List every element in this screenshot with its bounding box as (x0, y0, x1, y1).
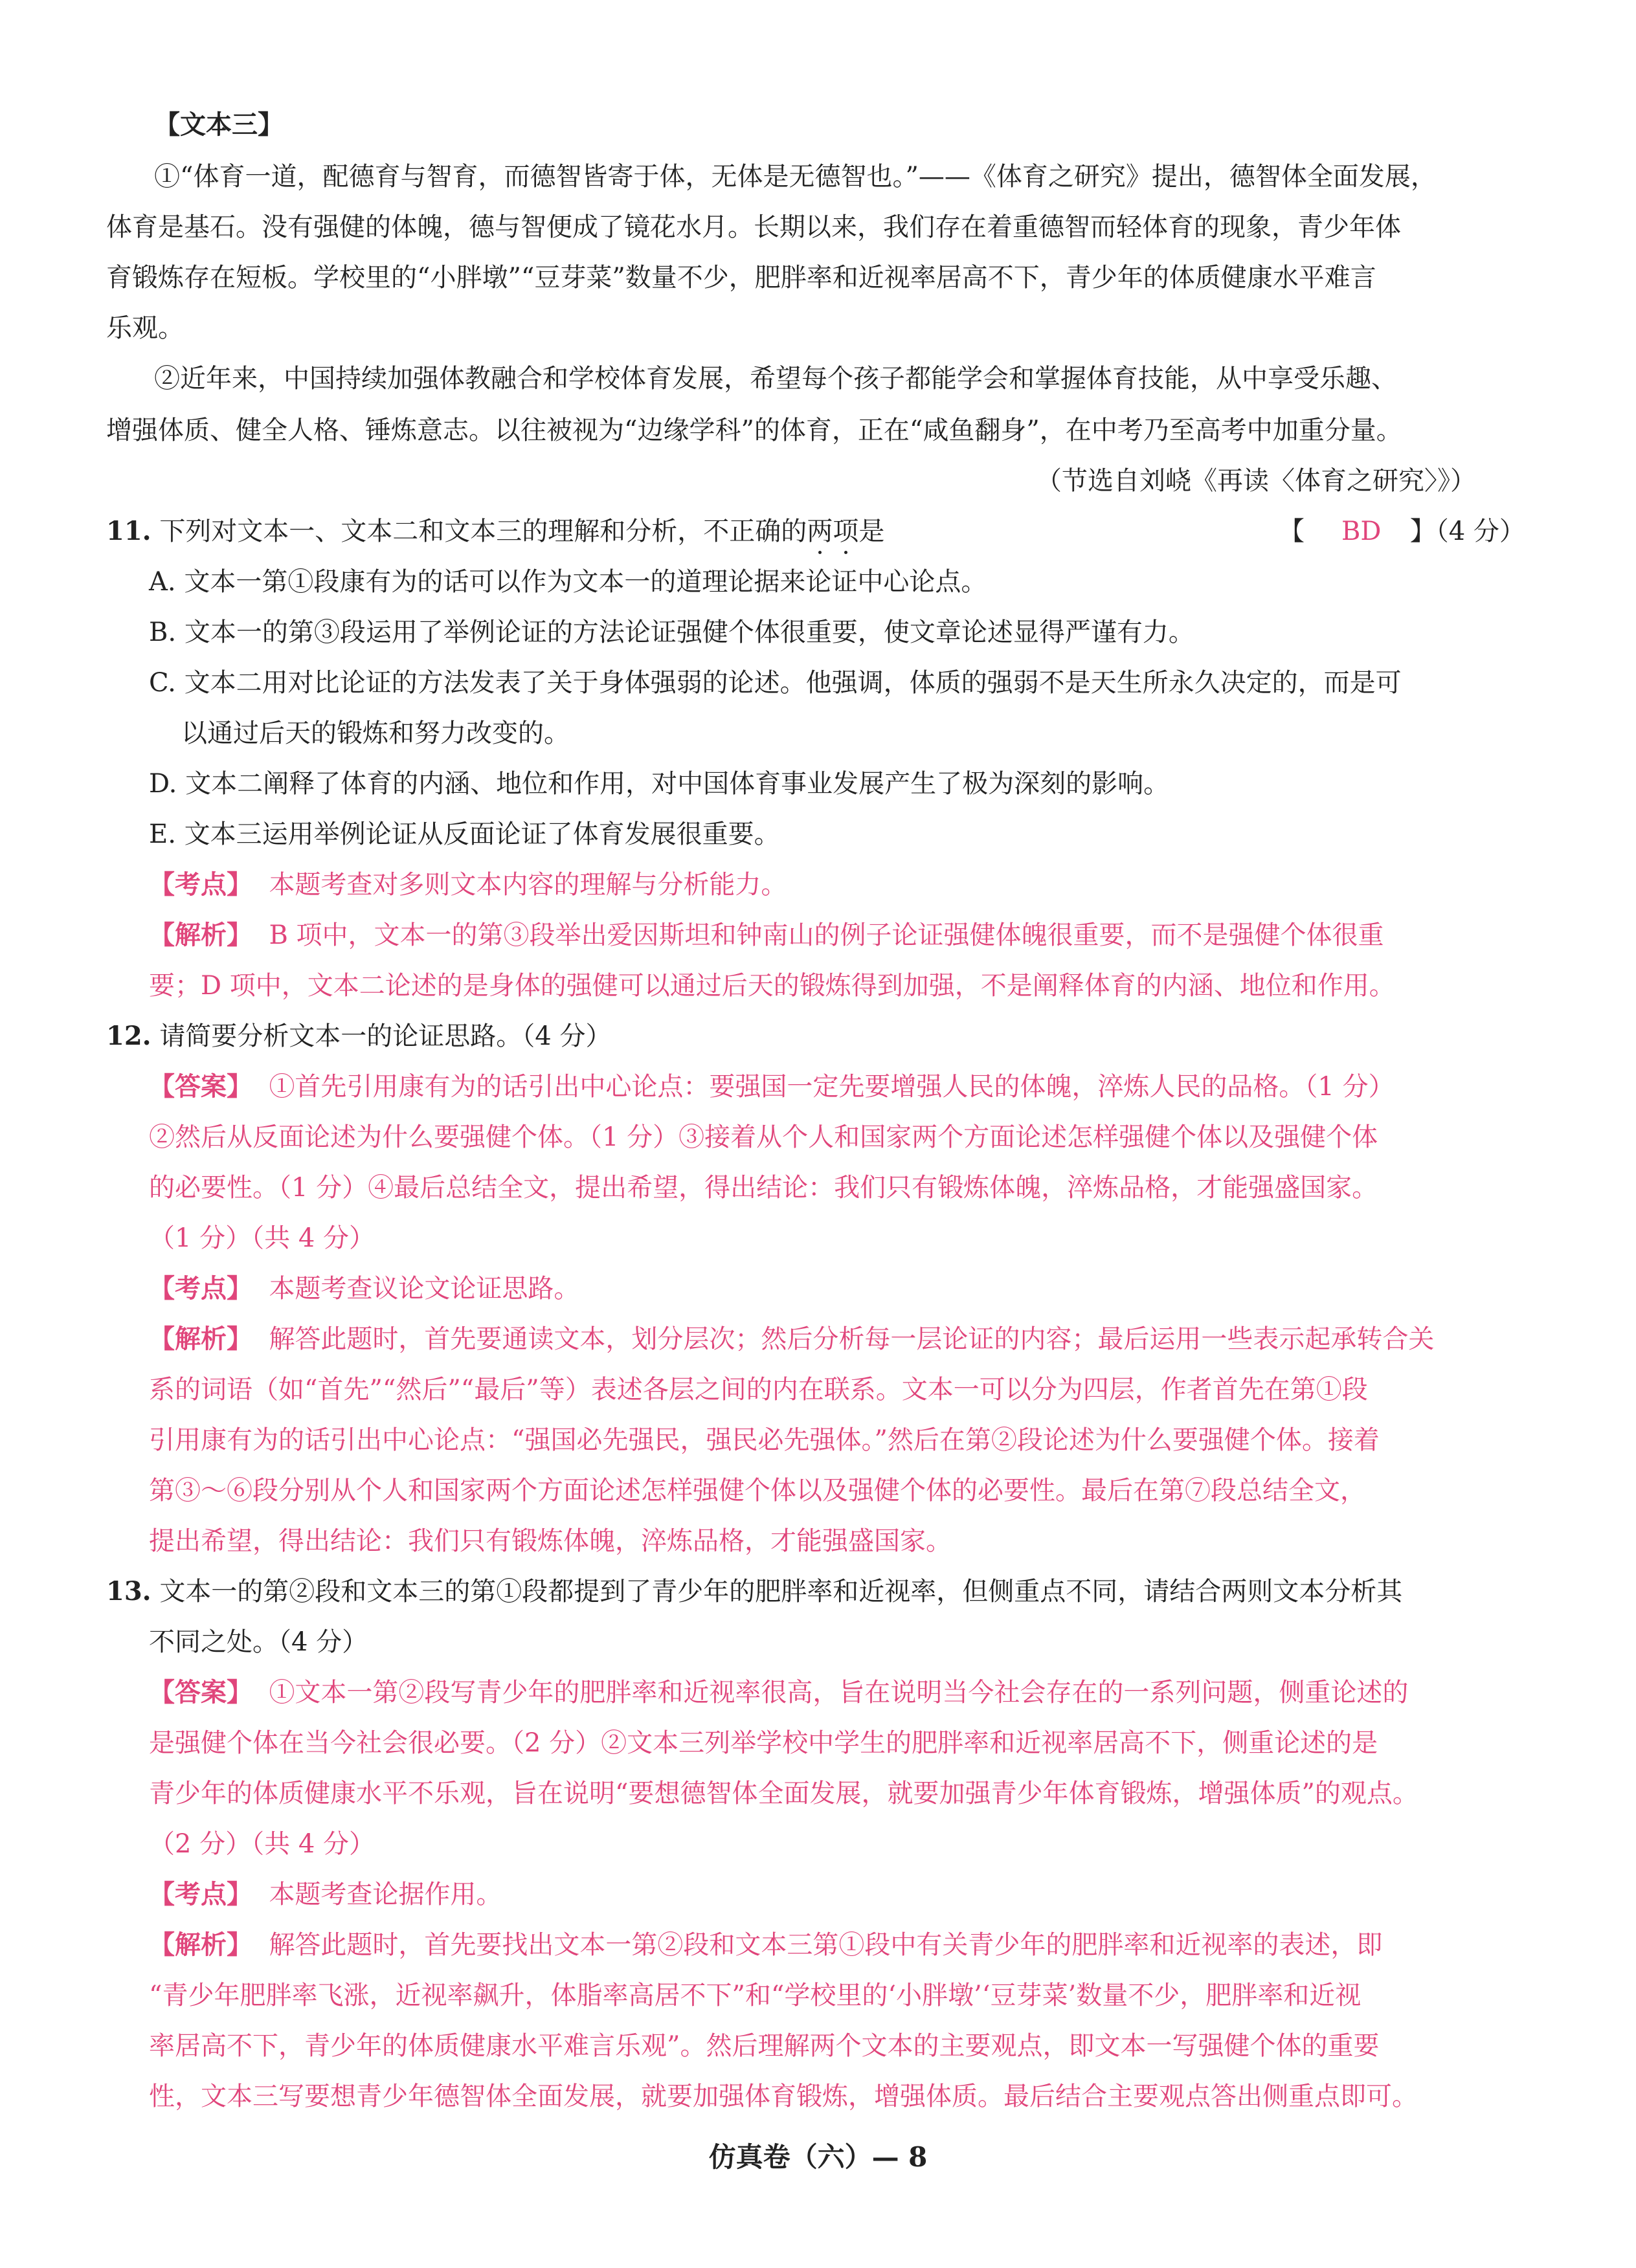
q12-number: 12. (106, 1021, 151, 1051)
q13-stem-line1 (106, 1575, 1402, 1608)
q11-stem-end: 是 (858, 517, 885, 546)
q11-jiexi-line2: 要；D 项中，文本二论述的是身体的强健可以通过后天的锻炼得到加强，不是阐释体育的内涵、地位和作用。 (149, 971, 1395, 1001)
q12-kaodian (149, 1273, 579, 1305)
q13-answer-line3: 青少年的体质健康水平不乐观，旨在说明“要想德智体全面发展，就要加强青少年体育锻炼，增强体质”的观点。 (149, 1779, 1418, 1808)
q12-jiexi-line3: 引用康有为的话引出中心论点：“强国必先强民，强民必先强体。”然后在第②段论述为什么要强健个体。接着 (149, 1425, 1380, 1455)
q12-jiexi-line2: 系的词语（如“首先”“然后”“最后”等）表述各层之间的内在联系。文本一可以分为四层，作者首先在第①段 (149, 1375, 1368, 1405)
text3-p1-line1: ①“体育一道，配德育与智育，而德智皆寄于体，无体是无德智也。”——《体育之研究》提出，德智体全面发展， (154, 162, 1437, 192)
q11-stem-text: 下列对文本一、文本二和文本三的理解和分析，不正确的 (159, 517, 807, 546)
q12-jiexi-tag: 【解析】 (149, 1324, 252, 1354)
q11-emphasis-char-2: 项 (833, 517, 859, 546)
q13-jiexi-line2: “青少年肥胖率飞涨，近视率飙升，体脂率高居不下”和“学校里的‘小胖墩’‘豆芽菜’数量不少，肥胖率和近视 (149, 1981, 1361, 2010)
q11-emphasis-char-1: 两 (807, 517, 833, 546)
q12-answer-tag: 【答案】 (149, 1071, 252, 1102)
q13-answer-line1 (149, 1676, 1408, 1709)
q12-answer-text1: ①首先引用康有为的话引出中心论点：要强国一定先要增强人民的体魄，淬炼人民的品格。（1 分） (269, 1072, 1395, 1102)
text3-p2-line1: ②近年来，中国持续加强体教融合和学校体育发展，希望每个孩子都能学会和掌握体育技能，从中享受乐趣、 (154, 364, 1397, 394)
q13-jiexi-line1 (149, 1929, 1382, 1961)
q13-jiexi-text1: 解答此题时，首先要找出文本一第②段和文本三第①段中有关青少年的肥胖率和近视率的表述，即 (269, 1930, 1383, 1960)
q12-jiexi-text1: 解答此题时，首先要通读文本，划分层次；然后分析每一层论证的内容；最后运用一些表示起承转合关 (269, 1324, 1435, 1354)
text3-p1-line2: 体育是基石。没有强健的体魄，德与智便成了镜花水月。长期以来，我们存在着重德智而轻体育的现象，青少年体 (106, 212, 1401, 242)
q11-option-a: A. 文本一第①段康有为的话可以作为文本一的道理论据来论证中心论点。 (149, 567, 987, 597)
q12-stem (106, 1020, 611, 1052)
text3-p1-line3: 育锻炼存在短板。学校里的“小胖墩”“豆芽菜”数量不少，肥胖率和近视率居高不下，青少年的体质健康水平难言 (106, 263, 1376, 293)
q11-answer-box (1279, 515, 1525, 548)
q11-stem (106, 515, 884, 548)
q11-jiexi-tag: 【解析】 (149, 920, 252, 950)
q13-kaodian-text: 本题考查论据作用。 (269, 1880, 502, 1909)
q11-kaodian (149, 869, 787, 901)
q12-jiexi-line5: 提出希望，得出结论：我们只有锻炼体魄，淬炼品格，才能强盛国家。 (149, 1526, 952, 1556)
q11-kaodian-tag: 【考点】 (149, 869, 252, 900)
q12-answer-line4: （1 分）（共 4 分） (149, 1223, 375, 1253)
q13-number: 13. (106, 1576, 151, 1606)
q13-answer-line2: 是强健个体在当今社会很必要。（2 分）②文本三列举学校中学生的肥胖率和近视率居高不下，侧重论述的是 (149, 1728, 1378, 1758)
q13-answer-tag: 【答案】 (149, 1677, 252, 1707)
q12-answer-line2: ②然后从反面论述为什么要强健个体。（1 分）③接着从个人和国家两个方面论述怎样强健个体以及强健个体 (149, 1122, 1378, 1152)
q13-jiexi-tag: 【解析】 (149, 1929, 252, 1960)
q13-answer-line4: （2 分）（共 4 分） (149, 1829, 375, 1859)
q11-option-b: B. 文本一的第③段运用了举例论证的方法论证强健个体很重要，使文章论述显得严谨有力。 (149, 617, 1194, 647)
q12-answer-line3: 的必要性。（1 分）④最后总结全文，提出希望，得出结论：我们只有锻炼体魄，淬炼品格，才能强盛国家。 (149, 1173, 1378, 1203)
q12-jiexi-line1 (149, 1323, 1434, 1355)
text3-p1-line4: 乐观。 (106, 313, 184, 343)
q13-stem-text1: 文本一的第②段和文本三的第①段都提到了青少年的肥胖率和近视率，但侧重点不同，请结合两则文本分析其 (159, 1577, 1403, 1606)
q13-answer-text1: ①文本一第②段写青少年的肥胖率和近视率很高，旨在说明当今社会存在的一系列问题，侧重论述的 (269, 1678, 1409, 1707)
q12-kaodian-tag: 【考点】 (149, 1273, 252, 1304)
q11-bracket-open: 【 (1279, 517, 1305, 546)
text3-source: （节选自刘峣《再读〈体育之研究〉》） (1036, 466, 1476, 496)
q11-option-e: E. 文本三运用举例论证从反面论证了体育发展很重要。 (149, 819, 780, 849)
q11-number: 11. (106, 516, 151, 546)
q12-answer-line1 (149, 1071, 1395, 1103)
q13-jiexi-line4: 性，文本三写要想青少年德智体全面发展，就要加强体育锻炼，增强体质。最后结合主要观点答出侧重点即可。 (149, 2082, 1418, 2111)
q13-kaodian (149, 1878, 502, 1911)
q13-stem-line2: 不同之处。（4 分） (149, 1627, 368, 1657)
text3-p2-line2: 增强体质、健全人格、锤炼意志。以往被视为“边缘学科”的体育，正在“咸鱼翻身”，在中考乃至高考中加重分量。 (106, 416, 1402, 445)
q11-jiexi-text1: B 项中，文本一的第③段举出爱因斯坦和钟南山的例子论证强健体魄很重要，而不是强健个体很重 (269, 920, 1384, 950)
text3-heading: 【文本三】 (154, 109, 284, 140)
q13-jiexi-line3: 率居高不下，青少年的体质健康水平难言乐观”。然后理解两个文本的主要观点，即文本一写强健个体的重要 (149, 2031, 1380, 2061)
q12-jiexi-line4: 第③～⑥段分别从个人和国家两个方面论述怎样强健个体以及强健个体的必要性。最后在第⑦段总结全文， (149, 1476, 1366, 1506)
q11-bracket-close: 】（4 分） (1409, 517, 1525, 546)
q11-option-d: D. 文本二阐释了体育的内涵、地位和作用，对中国体育事业发展产生了极为深刻的影响。 (149, 769, 1170, 799)
q11-option-c-line2: 以通过后天的锻炼和努力改变的。 (181, 718, 570, 748)
page-footer: 仿真卷（六）— 8 (708, 2141, 928, 2173)
q11-answer: BD (1341, 517, 1382, 546)
q11-jiexi-line1 (149, 919, 1384, 951)
q13-kaodian-tag: 【考点】 (149, 1879, 252, 1909)
q11-kaodian-text: 本题考查对多则文本内容的理解与分析能力。 (269, 870, 787, 900)
q12-kaodian-text: 本题考查议论文论证思路。 (269, 1274, 580, 1304)
q12-stem-text: 请简要分析文本一的论证思路。（4 分） (159, 1021, 612, 1051)
q11-option-c-line1: C. 文本二用对比论证的方法发表了关于身体强弱的论述。他强调，体质的强弱不是天生所永久决定的，而是可 (149, 668, 1402, 698)
